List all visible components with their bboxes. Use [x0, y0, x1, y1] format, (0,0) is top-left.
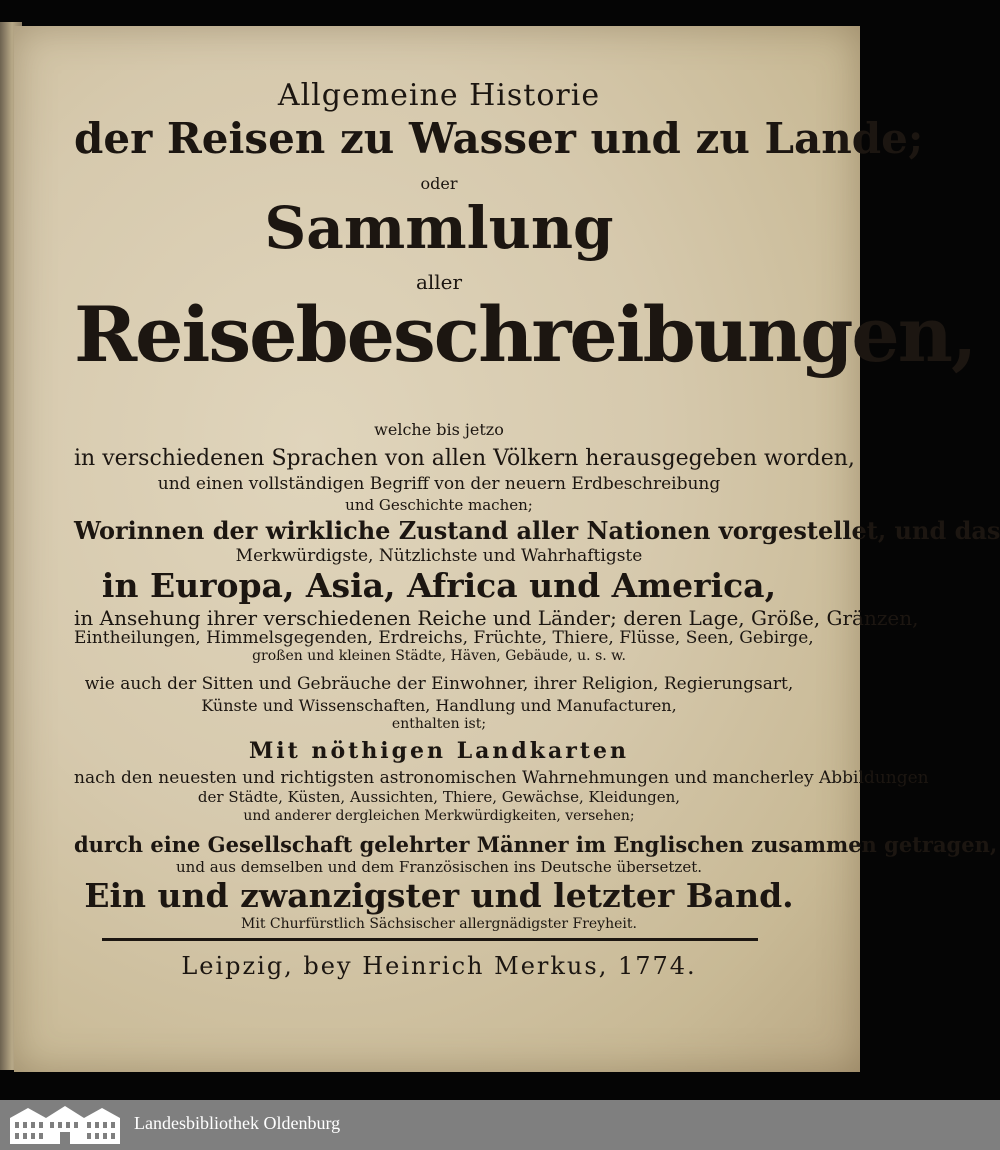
title-line-11: Worinnen der wirkliche Zustand aller Nationen vorgestellet, und das [74, 516, 1000, 545]
title-line-19: enthalten ist; [391, 716, 487, 732]
title-line-14: in Ansehung ihrer verschiedenen Reiche und Länder; deren Lage, Größe, Gränzen, [74, 606, 919, 630]
title-line-20: Mit nöthigen Landkarten [248, 738, 630, 764]
library-footer [0, 1100, 1000, 1150]
title-line-2: der Reisen zu Wasser und zu Lande; [74, 114, 924, 163]
title-line-17: wie auch der Sitten und Gebräuche der Einwohner, ihrer Religion, Regierungsart, [84, 674, 794, 694]
title-line-8: in verschiedenen Sprachen von allen Völkern herausgegeben worden, [74, 446, 855, 471]
title-line-3: oder [420, 174, 458, 193]
title-line-22: der Städte, Küsten, Aussichten, Thiere, Gewächse, Kleidungen, [197, 788, 681, 806]
title-line-16: großen und kleinen Städte, Häven, Gebäude, u. s. w. [252, 648, 626, 664]
title-line-23: und anderer dergleichen Merkwürdigkeiten, versehen; [243, 808, 635, 824]
title-line-6: Reisebeschreibungen, [74, 290, 976, 379]
imprint-rule [102, 938, 758, 941]
title-line-21: nach den neuesten und richtigsten astronomischen Wahrnehmungen und mancherley Abbildungen [74, 768, 929, 788]
title-line-24: durch eine Gesellschaft gelehrter Männer im Englischen zusammen getragen, [74, 832, 998, 857]
title-line-12: Merkwürdigste, Nützlichste und Wahrhaftigste [235, 546, 643, 566]
title-line-15: Eintheilungen, Himmelsgegenden, Erdreichs, Früchte, Thiere, Flüsse, Seen, Gebirge, [74, 628, 814, 648]
title-line-25: und aus demselben und dem Französischen ins Deutsche übersetzet. [176, 858, 702, 876]
title-line-1: Allgemeine Historie [277, 78, 601, 113]
library-name: Landesbibliothek Oldenburg [134, 1113, 341, 1133]
library-building-icon [8, 1104, 122, 1146]
title-line-10: und Geschichte machen; [345, 496, 533, 514]
title-page-text [14, 26, 1000, 1072]
title-page [14, 26, 1000, 1072]
title-line-9: und einen vollständigen Begriff von der neuern Erdbeschreibung [157, 474, 721, 494]
title-line-4: Sammlung [264, 194, 614, 262]
title-line-26: Ein und zwanzigster und letzter Band. [84, 876, 794, 915]
title-line-18: Künste und Wissenschaften, Handlung und Manufacturen, [201, 696, 677, 715]
title-line-7: welche bis jetzo [374, 420, 504, 439]
imprint-line: Leipzig, bey Heinrich Merkus, 1774. [181, 952, 697, 980]
title-line-13: in Europa, Asia, Africa und America, [101, 566, 777, 605]
title-line-5: aller [415, 270, 463, 294]
title-line-27: Mit Churfürstlich Sächsischer allergnädigster Freyheit. [241, 916, 637, 932]
